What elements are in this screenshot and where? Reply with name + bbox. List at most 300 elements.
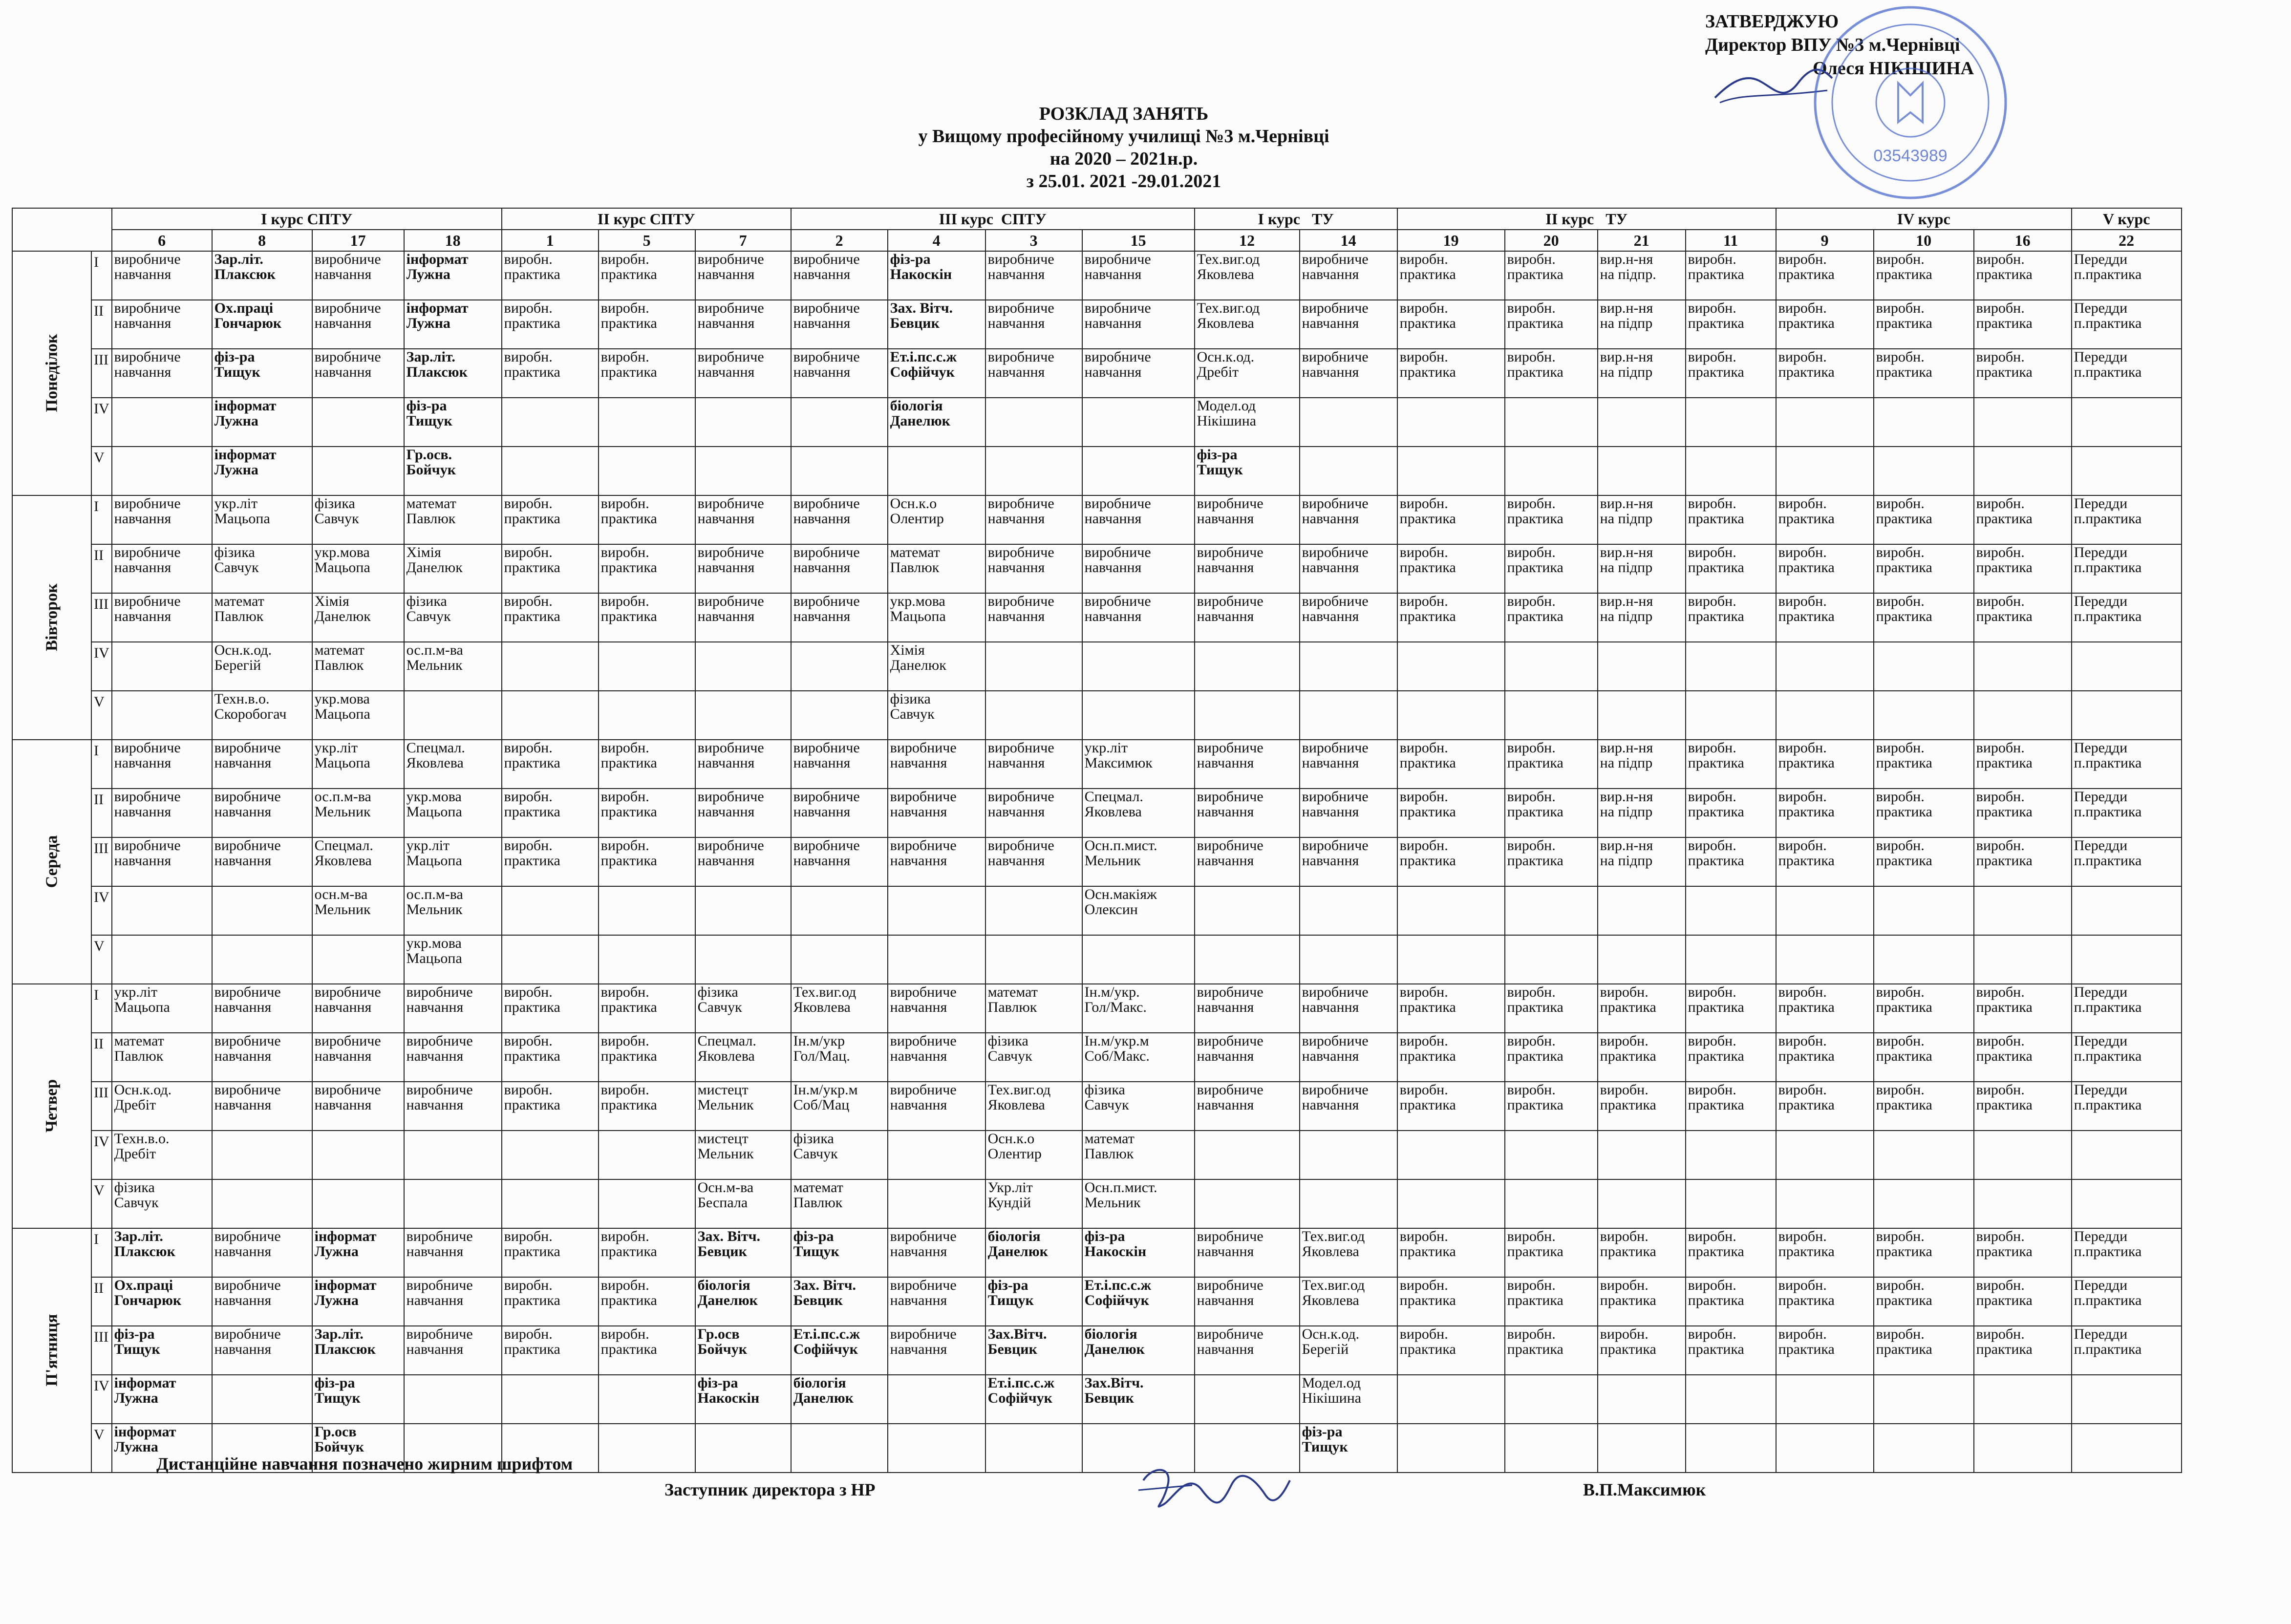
lesson-cell: [1082, 935, 1195, 984]
lesson-cell: виробниче навчання: [404, 1082, 502, 1131]
lesson-cell: [1598, 1375, 1686, 1424]
lesson-cell: виробниче навчання: [695, 789, 791, 837]
lesson-cell: фіз-ра Тищук: [1195, 447, 1300, 495]
lesson-cell: виробн. практика: [1776, 1033, 1874, 1082]
lesson-cell: [1974, 398, 2072, 447]
lesson-cell: [1974, 691, 2072, 740]
lesson-cell: Зах.Вітч. Бевцик: [1082, 1375, 1195, 1424]
lesson-cell: укр.літ Максимюк: [1082, 740, 1195, 789]
lesson-cell: виробниче навчання: [1300, 593, 1397, 642]
lesson-cell: вир.н-ня на підпр: [1598, 544, 1686, 593]
group-number: 20: [1505, 230, 1598, 251]
lesson-number: V: [91, 447, 112, 495]
lesson-cell: фіз-ра Тищук: [985, 1277, 1082, 1326]
header-corner: [12, 208, 112, 251]
lesson-cell: [112, 398, 212, 447]
lesson-cell: виробн. практика: [1686, 251, 1776, 300]
lesson-cell: виробн. практика: [1397, 837, 1505, 886]
lesson-cell: математ Павлюк: [404, 495, 502, 544]
lesson-number: ІV: [91, 1131, 112, 1179]
lesson-cell: Ет.і.пс.с.ж Софійчук: [888, 349, 985, 398]
lesson-cell: [112, 691, 212, 740]
lesson-cell: виробн. практика: [1974, 251, 2072, 300]
lesson-number: V: [91, 1179, 112, 1228]
lesson-cell: виробниче навчання: [695, 593, 791, 642]
group-number: 7: [695, 230, 791, 251]
lesson-cell: виробн. практика: [1397, 544, 1505, 593]
lesson-cell: виробниче навчання: [985, 789, 1082, 837]
lesson-cell: виробн. практика: [599, 1326, 695, 1375]
lesson-cell: [1397, 1424, 1505, 1473]
lesson-cell: виробн. практика: [1505, 837, 1598, 886]
lesson-cell: [1776, 935, 1874, 984]
lesson-cell: інформат Лужна: [212, 398, 312, 447]
lesson-cell: Ін.м/укр. Гол/Макс.: [1082, 984, 1195, 1033]
approval-name: Олеся НІКІШИНА: [1813, 58, 1974, 79]
lesson-cell: [695, 886, 791, 935]
lesson-cell: виробн. практика: [1974, 300, 2072, 349]
lesson-cell: виробн. практика: [1874, 349, 1974, 398]
lesson-row: [12, 935, 2182, 984]
lesson-cell: Спецмал. Яковлева: [312, 837, 404, 886]
lesson-cell: виробн. практика: [1874, 495, 1974, 544]
lesson-cell: [1195, 1131, 1300, 1179]
lesson-cell: вир.н-ня на підпр: [1598, 789, 1686, 837]
lesson-cell: виробн. практика: [1505, 1326, 1598, 1375]
lesson-cell: [1598, 398, 1686, 447]
lesson-cell: виробн. практика: [1974, 495, 2072, 544]
lesson-cell: [1974, 1424, 2072, 1473]
lesson-cell: [1195, 1179, 1300, 1228]
lesson-cell: біологія Данелюк: [791, 1375, 888, 1424]
lesson-cell: [1195, 642, 1300, 691]
lesson-cell: математ Павлюк: [791, 1179, 888, 1228]
lesson-cell: математ Павлюк: [888, 544, 985, 593]
lesson-number: ІV: [91, 1375, 112, 1424]
lesson-cell: [1974, 642, 2072, 691]
lesson-cell: [1397, 1375, 1505, 1424]
group-number: 17: [312, 230, 404, 251]
day-label: [12, 740, 91, 984]
lesson-cell: виробн. практика: [502, 1082, 599, 1131]
day-label: [12, 1228, 91, 1473]
lesson-cell: виробниче навчання: [791, 251, 888, 300]
lesson-cell: виробн. практика: [1598, 1082, 1686, 1131]
lesson-cell: [1874, 447, 1974, 495]
lesson-cell: виробниче навчання: [1082, 300, 1195, 349]
lesson-cell: Хімія Данелюк: [404, 544, 502, 593]
lesson-cell: [599, 447, 695, 495]
lesson-cell: виробниче навчання: [112, 789, 212, 837]
lesson-cell: виробниче навчання: [791, 495, 888, 544]
lesson-cell: [1776, 1375, 1874, 1424]
lesson-cell: виробниче навчання: [791, 593, 888, 642]
lesson-cell: виробн. практика: [599, 837, 695, 886]
lesson-cell: виробниче навчання: [404, 1033, 502, 1082]
lesson-cell: [1397, 642, 1505, 691]
approval-position: Директор ВПУ №3 м.Чернівці: [1705, 35, 1960, 55]
lesson-cell: [695, 398, 791, 447]
lesson-cell: виробн. практика: [1598, 1326, 1686, 1375]
lesson-cell: [404, 1375, 502, 1424]
lesson-cell: виробн. практика: [1776, 1326, 1874, 1375]
lesson-cell: виробниче навчання: [1195, 495, 1300, 544]
lesson-cell: вир.н-ня на підпр: [1598, 740, 1686, 789]
lesson-cell: [2072, 398, 2182, 447]
lesson-cell: виробниче навчання: [695, 837, 791, 886]
lesson-cell: фізика Савчук: [312, 495, 404, 544]
lesson-row: [12, 984, 2182, 1033]
lesson-cell: [1598, 642, 1686, 691]
lesson-cell: виробн. практика: [502, 349, 599, 398]
lesson-cell: [1505, 1131, 1598, 1179]
lesson-cell: [2072, 1179, 2182, 1228]
lesson-cell: Ет.і.пс.с.ж Софійчук: [1082, 1277, 1195, 1326]
lesson-cell: виробниче навчання: [791, 740, 888, 789]
lesson-cell: [1686, 691, 1776, 740]
lesson-cell: [888, 447, 985, 495]
lesson-cell: Укр.літ Кундій: [985, 1179, 1082, 1228]
lesson-cell: виробн. практика: [1397, 593, 1505, 642]
lesson-cell: виробн. практика: [1686, 984, 1776, 1033]
lesson-cell: Хімія Данелюк: [312, 593, 404, 642]
group-number: 4: [888, 230, 985, 251]
lesson-cell: [1776, 1131, 1874, 1179]
lesson-cell: біологія Данелюк: [1082, 1326, 1195, 1375]
lesson-number: V: [91, 1424, 112, 1473]
lesson-cell: Тех.виг.од Яковлева: [985, 1082, 1082, 1131]
lesson-number: ІV: [91, 642, 112, 691]
lesson-cell: виробн. практика: [599, 300, 695, 349]
lesson-cell: [2072, 1424, 2182, 1473]
lesson-cell: Осн.к.о Олентир: [985, 1131, 1082, 1179]
lesson-cell: [791, 447, 888, 495]
lesson-cell: [312, 1131, 404, 1179]
lesson-cell: укр.літ Мацьопа: [404, 837, 502, 886]
lesson-cell: математ Павлюк: [985, 984, 1082, 1033]
lesson-number: І: [91, 1228, 112, 1277]
lesson-cell: виробниче навчання: [212, 1277, 312, 1326]
lesson-cell: [1686, 447, 1776, 495]
approval-heading: ЗАТВЕРДЖУЮ: [1705, 11, 1839, 32]
lesson-cell: виробн. практика: [1974, 349, 2072, 398]
lesson-cell: Передди п.практика: [2072, 837, 2182, 886]
lesson-cell: виробн. практика: [1505, 349, 1598, 398]
group-number: 16: [1974, 230, 2072, 251]
lesson-cell: Зар.літ. Плаксюк: [404, 349, 502, 398]
group-number: 1: [502, 230, 599, 251]
lesson-cell: [985, 1424, 1082, 1473]
schedule-title: [537, 103, 1710, 192]
lesson-cell: [1505, 1424, 1598, 1473]
lesson-cell: [1598, 447, 1686, 495]
lesson-cell: виробниче навчання: [1195, 1033, 1300, 1082]
lesson-cell: [502, 935, 599, 984]
lesson-cell: [1195, 935, 1300, 984]
lesson-cell: виробниче навчання: [695, 251, 791, 300]
lesson-cell: ос.п.м-ва Мельник: [312, 789, 404, 837]
lesson-cell: математ Павлюк: [1082, 1131, 1195, 1179]
lesson-cell: виробниче навчання: [312, 1082, 404, 1131]
lesson-cell: Тех.виг.од Яковлева: [1300, 1228, 1397, 1277]
group-number: 12: [1195, 230, 1300, 251]
lesson-cell: [1874, 642, 1974, 691]
lesson-cell: [599, 691, 695, 740]
lesson-cell: фіз-ра Тищук: [312, 1375, 404, 1424]
lesson-cell: виробниче навчання: [791, 300, 888, 349]
lesson-cell: [791, 398, 888, 447]
lesson-cell: Передди п.практика: [2072, 984, 2182, 1033]
lesson-cell: фізика Савчук: [695, 984, 791, 1033]
lesson-cell: виробниче навчання: [1300, 300, 1397, 349]
lesson-cell: фізика Савчук: [212, 544, 312, 593]
lesson-cell: Ін.м/укр.м Соб/Макс.: [1082, 1033, 1195, 1082]
lesson-cell: виробниче навчання: [1195, 593, 1300, 642]
lesson-cell: [1300, 886, 1397, 935]
lesson-cell: Осн.к.од. Берегій: [1300, 1326, 1397, 1375]
lesson-cell: Гр.осв Бойчук: [312, 1424, 404, 1473]
lesson-cell: виробн. практика: [1776, 544, 1874, 593]
day-name: Вівторок: [43, 583, 61, 651]
lesson-cell: виробн. практика: [599, 789, 695, 837]
lesson-cell: [312, 447, 404, 495]
lesson-cell: виробниче навчання: [1300, 984, 1397, 1033]
lesson-cell: [695, 935, 791, 984]
lesson-cell: Ін.м/укр Гол/Мац.: [791, 1033, 888, 1082]
lesson-cell: [1776, 886, 1874, 935]
course-header: ІV курс: [1776, 208, 2072, 230]
lesson-cell: [1397, 1131, 1505, 1179]
lesson-cell: виробниче навчання: [695, 544, 791, 593]
lesson-cell: [1082, 642, 1195, 691]
lesson-cell: виробн. практика: [1686, 300, 1776, 349]
lesson-cell: [985, 642, 1082, 691]
lesson-cell: [1776, 398, 1874, 447]
lesson-cell: [502, 1375, 599, 1424]
lesson-cell: виробниче навчання: [1195, 740, 1300, 789]
lesson-cell: [2072, 691, 2182, 740]
lesson-cell: виробн. практика: [1505, 1082, 1598, 1131]
lesson-cell: виробниче навчання: [212, 984, 312, 1033]
lesson-cell: виробниче навчання: [791, 544, 888, 593]
lesson-cell: [985, 886, 1082, 935]
lesson-cell: [599, 1131, 695, 1179]
lesson-cell: [1505, 691, 1598, 740]
lesson-cell: виробн. практика: [1874, 251, 1974, 300]
lesson-cell: виробниче навчання: [1300, 1082, 1397, 1131]
lesson-cell: виробн. практика: [599, 544, 695, 593]
lesson-cell: Тех.виг.од Яковлева: [1195, 300, 1300, 349]
lesson-cell: виробниче навчання: [1082, 593, 1195, 642]
timetable: [12, 208, 2182, 1473]
lesson-cell: виробн. практика: [1776, 300, 1874, 349]
lesson-cell: виробниче навчання: [1195, 789, 1300, 837]
lesson-cell: виробн. практика: [1874, 984, 1974, 1033]
lesson-cell: виробн. практика: [1397, 1228, 1505, 1277]
lesson-cell: виробн. практика: [1505, 544, 1598, 593]
lesson-cell: виробниче навчання: [112, 740, 212, 789]
lesson-cell: виробн. практика: [1686, 1033, 1776, 1082]
lesson-cell: виробниче навчання: [312, 300, 404, 349]
lesson-cell: Техн.в.о. Скоробогач: [212, 691, 312, 740]
lesson-cell: виробниче навчання: [1082, 544, 1195, 593]
lesson-cell: виробн. практика: [1686, 1277, 1776, 1326]
lesson-row: [12, 398, 2182, 447]
lesson-cell: [985, 398, 1082, 447]
lesson-cell: [1195, 886, 1300, 935]
lesson-cell: виробн. практика: [502, 837, 599, 886]
lesson-row: [12, 447, 2182, 495]
lesson-cell: виробниче навчання: [112, 300, 212, 349]
lesson-number: V: [91, 691, 112, 740]
lesson-cell: [2072, 642, 2182, 691]
lesson-cell: Ін.м/укр.м Соб/Мац: [791, 1082, 888, 1131]
lesson-cell: виробниче навчання: [985, 837, 1082, 886]
lesson-row: [12, 251, 2182, 300]
lesson-cell: виробниче навчання: [985, 544, 1082, 593]
lesson-cell: Модел.од Нікішина: [1300, 1375, 1397, 1424]
lesson-cell: виробн. практика: [1598, 1277, 1686, 1326]
lesson-cell: Передди п.практика: [2072, 300, 2182, 349]
lesson-cell: виробниче навчання: [112, 349, 212, 398]
lesson-cell: Передди п.практика: [2072, 251, 2182, 300]
lesson-cell: [1686, 1375, 1776, 1424]
lesson-cell: [502, 642, 599, 691]
lesson-cell: [212, 1179, 312, 1228]
official-stamp: [1808, 0, 2013, 205]
deputy-title: Заступник директора з НР: [664, 1480, 876, 1499]
lesson-cell: виробниче навчання: [212, 1326, 312, 1375]
course-header: V курс: [2072, 208, 2182, 230]
lesson-number: І: [91, 740, 112, 789]
lesson-cell: [1300, 398, 1397, 447]
course-header: ІІ курс ТУ: [1397, 208, 1776, 230]
lesson-cell: виробн. практика: [1505, 495, 1598, 544]
lesson-cell: [2072, 1131, 2182, 1179]
stamp-code: 03543989: [1873, 147, 1948, 165]
lesson-cell: Передди п.практика: [2072, 1326, 2182, 1375]
lesson-cell: [888, 1424, 985, 1473]
lesson-cell: [1874, 1131, 1974, 1179]
lesson-cell: виробн. практика: [599, 1082, 695, 1131]
group-number: 15: [1082, 230, 1195, 251]
lesson-cell: [599, 1424, 695, 1473]
lesson-cell: [888, 886, 985, 935]
lesson-cell: виробн. практика: [1974, 984, 2072, 1033]
lesson-cell: мистецт Мельник: [695, 1131, 791, 1179]
lesson-cell: виробн. практика: [599, 495, 695, 544]
group-number: 5: [599, 230, 695, 251]
lesson-number: V: [91, 935, 112, 984]
lesson-cell: вир.н-ня на підпр: [1598, 593, 1686, 642]
lesson-cell: виробн. практика: [502, 789, 599, 837]
lesson-cell: [212, 935, 312, 984]
lesson-cell: виробниче навчання: [695, 349, 791, 398]
lesson-cell: [502, 886, 599, 935]
lesson-cell: [312, 935, 404, 984]
lesson-cell: виробн. практика: [1974, 837, 2072, 886]
lesson-cell: виробн. практика: [1397, 495, 1505, 544]
lesson-row: [12, 837, 2182, 886]
lesson-cell: [1300, 691, 1397, 740]
lesson-cell: виробн. практика: [1974, 1033, 2072, 1082]
lesson-cell: Зар.літ. Плаксюк: [312, 1326, 404, 1375]
lesson-row: [12, 593, 2182, 642]
lesson-cell: виробн. практика: [502, 740, 599, 789]
lesson-cell: виробниче навчання: [985, 251, 1082, 300]
lesson-cell: [888, 1179, 985, 1228]
lesson-cell: фіз-ра Тищук: [112, 1326, 212, 1375]
lesson-cell: [1874, 691, 1974, 740]
lesson-cell: Зах. Вітч. Бевцик: [695, 1228, 791, 1277]
group-number: 11: [1686, 230, 1776, 251]
lesson-cell: [695, 447, 791, 495]
lesson-row: [12, 789, 2182, 837]
lesson-cell: укр.мова Мацьопа: [312, 544, 404, 593]
lesson-cell: вир.н-ня на підпр.: [1598, 251, 1686, 300]
lesson-cell: виробниче навчання: [791, 349, 888, 398]
lesson-cell: виробниче навчання: [212, 789, 312, 837]
lesson-cell: виробн. практика: [1874, 300, 1974, 349]
lesson-cell: виробн. практика: [599, 1228, 695, 1277]
lesson-row: [12, 1179, 2182, 1228]
course-header: ІІІ курс СПТУ: [791, 208, 1195, 230]
lesson-cell: [1598, 691, 1686, 740]
day-name: Четвер: [43, 1079, 61, 1133]
lesson-cell: [1505, 1179, 1598, 1228]
lesson-number: ІІІ: [91, 1082, 112, 1131]
lesson-cell: [1776, 642, 1874, 691]
lesson-cell: виробн. практика: [1776, 984, 1874, 1033]
lesson-cell: [1874, 886, 1974, 935]
lesson-cell: укр.мова Мацьопа: [404, 935, 502, 984]
lesson-cell: виробн. практика: [502, 251, 599, 300]
lesson-cell: [1397, 398, 1505, 447]
lesson-cell: Тех.виг.од Яковлева: [1300, 1277, 1397, 1326]
lesson-cell: виробн. практика: [1686, 740, 1776, 789]
lesson-cell: [1686, 1179, 1776, 1228]
lesson-cell: [1598, 1179, 1686, 1228]
lesson-cell: виробниче навчання: [212, 740, 312, 789]
lesson-number: ІV: [91, 398, 112, 447]
lesson-cell: виробн. практика: [1397, 1082, 1505, 1131]
lesson-cell: [502, 398, 599, 447]
group-number: 22: [2072, 230, 2182, 251]
lesson-cell: [1776, 1424, 1874, 1473]
lesson-cell: виробниче навчання: [1082, 495, 1195, 544]
lesson-cell: Передди п.практика: [2072, 349, 2182, 398]
lesson-cell: [1505, 398, 1598, 447]
lesson-number: ІІІ: [91, 837, 112, 886]
lesson-cell: виробн. практика: [1686, 837, 1776, 886]
lesson-cell: виробн. практика: [599, 593, 695, 642]
lesson-cell: фізика Савчук: [1082, 1082, 1195, 1131]
lesson-cell: осн.м-ва Мельник: [312, 886, 404, 935]
lesson-cell: виробн. практика: [1397, 349, 1505, 398]
lesson-cell: виробниче навчання: [1195, 1228, 1300, 1277]
lesson-cell: [1300, 447, 1397, 495]
lesson-cell: [1300, 935, 1397, 984]
lesson-cell: Зах. Вітч. Бевцик: [791, 1277, 888, 1326]
lesson-cell: Гр.осв Бойчук: [695, 1326, 791, 1375]
lesson-cell: Передди п.практика: [2072, 495, 2182, 544]
lesson-cell: виробн. практика: [1505, 1033, 1598, 1082]
group-number: 19: [1397, 230, 1505, 251]
lesson-cell: виробн. практика: [1598, 984, 1686, 1033]
lesson-number: ІV: [91, 886, 112, 935]
lesson-cell: Спецмал. Яковлева: [404, 740, 502, 789]
lesson-cell: виробниче навчання: [404, 1326, 502, 1375]
